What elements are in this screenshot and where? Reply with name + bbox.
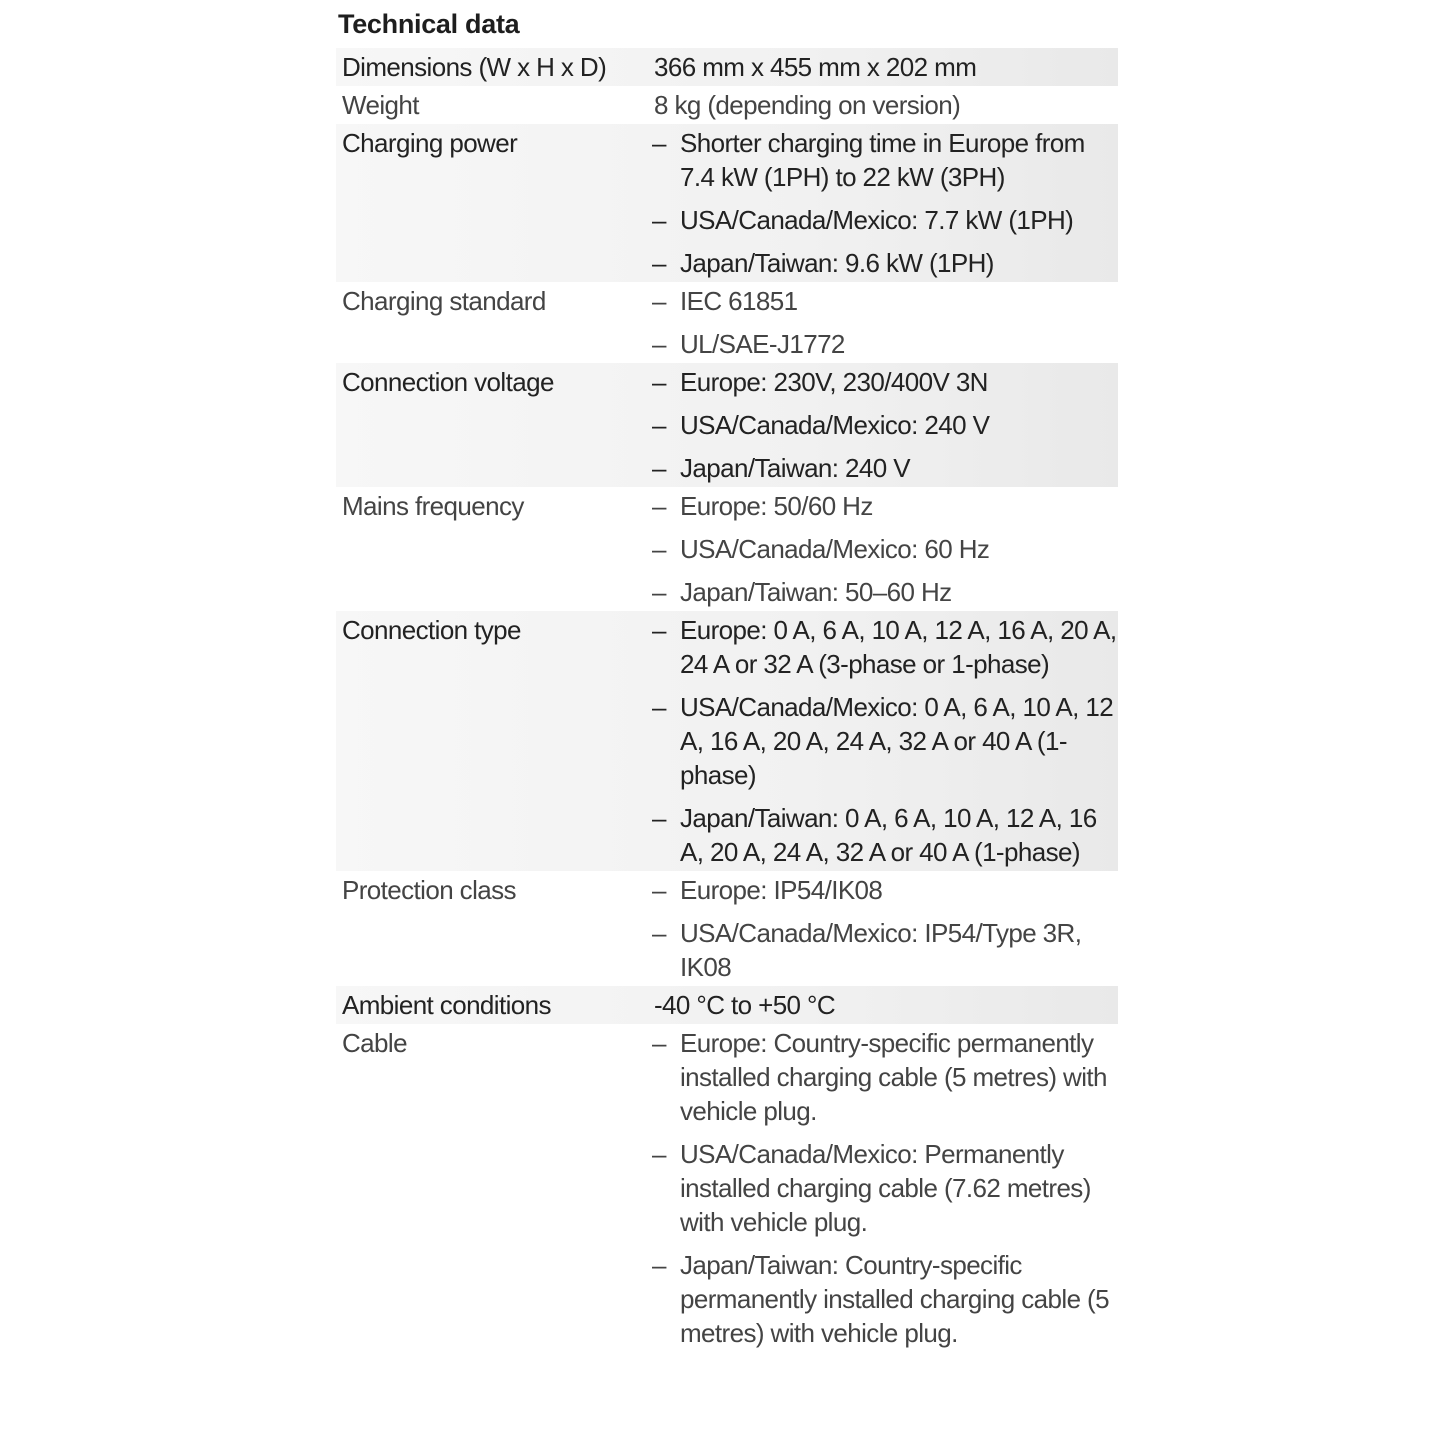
spec-list-item-text: IEC 61851: [680, 286, 798, 316]
spec-list-item-text: Japan/Taiwan: 9.6 kW (1PH): [680, 248, 994, 278]
spec-list-item: [648, 451, 1118, 485]
spec-value: [648, 50, 1118, 84]
dash-bullet: –: [652, 286, 666, 316]
spec-value: [648, 284, 1118, 361]
dash-bullet: –: [652, 491, 666, 521]
dash-bullet: –: [652, 248, 666, 278]
spec-row: [336, 1024, 1118, 1352]
spec-list-item: [648, 575, 1118, 609]
spec-label: Dimensions (W x H x D): [342, 52, 607, 82]
spec-value: [648, 489, 1118, 609]
spec-list-item-text: Europe: 230V, 230/400V 3N: [680, 367, 988, 397]
spec-value: [648, 873, 1118, 984]
spec-value: [648, 365, 1118, 485]
spec-label: Weight: [342, 90, 419, 120]
spec-list-item: [648, 1137, 1118, 1239]
spec-row: [336, 124, 1118, 282]
dash-bullet: –: [652, 1028, 666, 1058]
spec-value: [648, 988, 1118, 1022]
dash-bullet: –: [652, 453, 666, 483]
spec-list-item: [648, 203, 1118, 237]
dash-bullet: –: [652, 615, 666, 645]
spec-list-item-text: Japan/Taiwan: Country-specific permanently installed charging cable (5 metres) with vehicle plug.: [680, 1250, 1109, 1348]
spec-row: [336, 48, 1118, 86]
spec-value: [648, 88, 1118, 122]
spec-row: [336, 363, 1118, 487]
spec-label: Ambient conditions: [342, 990, 551, 1020]
spec-label: Connection voltage: [342, 367, 554, 397]
spec-label: Charging power: [342, 128, 518, 158]
spec-list-item: [648, 489, 1118, 523]
dash-bullet: –: [652, 577, 666, 607]
spec-list-item: [648, 801, 1118, 869]
dash-bullet: –: [652, 367, 666, 397]
spec-value-text: -40 °C to +50 °C: [654, 990, 836, 1020]
spec-label: Charging standard: [342, 286, 546, 316]
spec-list-item-text: USA/Canada/Mexico: Permanently installed charging cable (7.62 metres) with vehicle plug.: [680, 1139, 1091, 1237]
spec-row: [336, 871, 1118, 986]
spec-list-item-text: Shorter charging time in Europe from 7.4 kW (1PH) to 22 kW (3PH): [680, 128, 1085, 192]
dash-bullet: –: [652, 128, 666, 158]
spec-list-item-text: Europe: 50/60 Hz: [680, 491, 873, 521]
spec-list-item-text: Japan/Taiwan: 240 V: [680, 453, 910, 483]
dash-bullet: –: [652, 918, 666, 948]
spec-list-item-text: Europe: 0 A, 6 A, 10 A, 12 A, 16 A, 20 A, 24 A or 32 A (3-phase or 1-phase): [680, 615, 1117, 679]
section-title: Technical data: [338, 9, 520, 39]
dash-bullet: –: [652, 1139, 666, 1169]
spec-list-item: [648, 246, 1118, 280]
dash-bullet: –: [652, 1250, 666, 1280]
spec-list-item: [648, 873, 1118, 907]
spec-label: Cable: [342, 1028, 407, 1058]
spec-list-item: [648, 613, 1118, 681]
spec-list-item: [648, 1026, 1118, 1128]
spec-list-item-text: Japan/Taiwan: 0 A, 6 A, 10 A, 12 A, 16 A, 20 A, 24 A, 32 A or 40 A (1-phase): [680, 803, 1097, 867]
spec-value: [648, 613, 1118, 869]
spec-row: [336, 86, 1118, 124]
spec-list-item-text: USA/Canada/Mexico: 240 V: [680, 410, 990, 440]
spec-list-item: [648, 532, 1118, 566]
spec-list-item-text: UL/SAE-J1772: [680, 329, 845, 359]
spec-list-item: [648, 327, 1118, 361]
spec-list-item: [648, 284, 1118, 318]
spec-list-item: [648, 690, 1118, 792]
spec-list-item: [648, 126, 1118, 194]
spec-list-item: [648, 365, 1118, 399]
spec-list-item-text: USA/Canada/Mexico: 7.7 kW (1PH): [680, 205, 1074, 235]
spec-row: [336, 282, 1118, 363]
dash-bullet: –: [652, 875, 666, 905]
dash-bullet: –: [652, 692, 666, 722]
technical-data-section: [336, 6, 1118, 1352]
spec-list-item-text: USA/Canada/Mexico: 60 Hz: [680, 534, 990, 564]
spec-list-item: [648, 916, 1118, 984]
spec-list-item-text: Europe: Country-specific permanently installed charging cable (5 metres) with vehicle plug.: [680, 1028, 1107, 1126]
spec-list-item: [648, 1248, 1118, 1350]
spec-value-text: 8 kg (depending on version): [654, 90, 961, 120]
dash-bullet: –: [652, 534, 666, 564]
spec-list-item-text: USA/Canada/Mexico: 0 A, 6 A, 10 A, 12 A, 16 A, 20 A, 24 A, 32 A or 40 A (1-phase): [680, 692, 1114, 790]
spec-row: [336, 487, 1118, 611]
dash-bullet: –: [652, 205, 666, 235]
spec-label: Connection type: [342, 615, 521, 645]
spec-label: Protection class: [342, 875, 516, 905]
spec-table: [336, 48, 1118, 1352]
dash-bullet: –: [652, 329, 666, 359]
spec-value-text: 366 mm x 455 mm x 202 mm: [654, 52, 977, 82]
spec-label: Mains frequency: [342, 491, 524, 521]
spec-list-item-text: Europe: IP54/IK08: [680, 875, 883, 905]
spec-list-item: [648, 408, 1118, 442]
spec-row: [336, 611, 1118, 871]
spec-value: [648, 1026, 1118, 1350]
dash-bullet: –: [652, 410, 666, 440]
dash-bullet: –: [652, 803, 666, 833]
spec-list-item-text: USA/Canada/Mexico: IP54/Type 3R, IK08: [680, 918, 1082, 982]
spec-row: [336, 986, 1118, 1024]
spec-value: [648, 126, 1118, 280]
spec-list-item-text: Japan/Taiwan: 50–60 Hz: [680, 577, 952, 607]
